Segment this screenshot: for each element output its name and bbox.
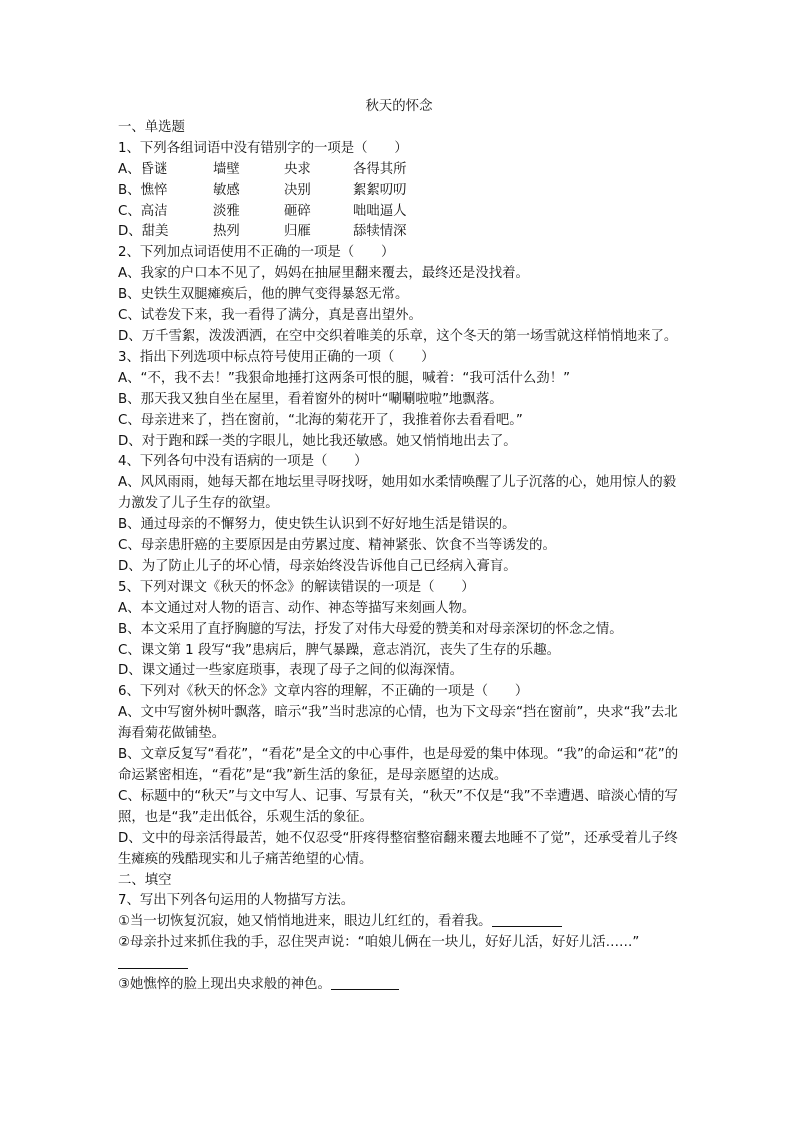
question-6-stem: 6、下列对《秋天的怀念》文章内容的理解，不正确的一项是（ ） [118,684,529,700]
question-1-stem: 1、下列各组词语中没有错别字的一项是（ ） [118,140,408,156]
option-word: B、憔悴 [118,182,168,198]
option-word: 热列 [213,224,240,240]
option-word: 舔犊情深 [353,224,407,240]
question-4-option-b: B、通过母亲的不懈努力，使史铁生认识到不好好地生活是错误的。 [118,517,516,533]
page-title: 秋天的怀念 [365,99,433,114]
answer-blank[interactable] [492,912,562,927]
option-word: 咄咄逼人 [353,203,407,219]
question-3-option-b: B、那天我又独自坐在屋里，看着窗外的树叶“唰唰啦啦”地飘落。 [118,391,503,407]
option-word: 砸碎 [284,203,311,219]
question-2-option-a: A、我家的户口本不见了，妈妈在抽屉里翻来覆去，最终还是没找着。 [118,266,529,282]
question-7-stem: 7、写出下列各句运用的人物描写方法。 [118,893,355,909]
option-word: 归雁 [284,224,311,240]
question-7-sentence-2-answer [118,954,680,975]
question-7-sentence-2: ②母亲扑过来抓住我的手，忍住哭声说：“咱娘儿俩在一块儿，好好儿活，好好儿活……” [118,935,640,951]
option-word: D、甜美 [118,224,169,240]
section-heading-fill-in: 二、填空 [118,872,172,888]
section-heading-single-choice: 一、单选题 [118,119,185,135]
answer-blank[interactable] [118,954,188,969]
option-word: 决别 [284,182,311,198]
question-3-option-c: C、母亲进来了，挡在窗前，“北海的菊花开了，我推着你去看看吧。” [118,412,523,428]
question-7-sentence-1 [118,912,680,933]
question-5-option-a: A、本文通过对人物的语言、动作、神态等描写来刻画人物。 [118,600,476,616]
sentence-text: ①当一切恢复沉寂，她又悄悄地进来，眼边儿红红的，看着我。 [118,914,492,930]
question-6-option-c: C、标题中的“秋天”与文中写人、记事、写景有关，“秋天”不仅是“我”不幸遭遇、暗淡心情的写照，也是“我”走出低谷，乐观生活的象征。 [118,788,678,825]
option-word: 各得其所 [353,161,407,177]
question-1-option-c [118,202,680,223]
question-3-option-a: A、“不，我不去！”我狠命地捶打这两条可恨的腿，喊着：“我可活什么劲！” [118,370,571,386]
question-2-stem: 2、下列加点词语使用不正确的一项是（ ） [118,245,395,261]
question-3-stem: 3、指出下列选项中标点符号使用正确的一项（ ） [118,349,435,365]
question-1-option-d [118,222,680,243]
question-5-option-c: C、课文第 1 段写“我”患病后，脾气暴躁，意志消沉，丧失了生存的乐趣。 [118,642,560,658]
question-5-option-d: D、课文通过一些家庭琐事，表现了母子之间的似海深情。 [118,663,464,679]
option-word: A、昏谜 [118,161,168,177]
question-6-option-b: B、文章反复写“看花”，“看花”是全文的中心事件，也是母爱的集中体现。“我”的命运和“花”的命运紧密相连，“看花”是“我”新生活的象征，是母亲愿望的达成。 [118,747,679,783]
question-2-option-b: B、史铁生双腿瘫痪后，他的脾气变得暴怒无常。 [118,287,409,303]
option-word: 央求 [284,161,311,177]
option-word: 淡雅 [213,203,240,219]
question-1-option-a [118,160,680,181]
question-3-option-d: D、对于跑和踩一类的字眼儿，她比我还敏感。她又悄悄地出去了。 [118,433,517,449]
question-7-sentence-3 [118,975,680,996]
question-5-option-b: B、本文采用了直抒胸臆的写法，抒发了对伟大母爱的赞美和对母亲深切的怀念之情。 [118,621,623,637]
question-4-option-a: A、风风雨雨，她每天都在地坛里寻呀找呀，她用如水柔情唤醒了儿子沉落的心，她用惊人的毅力激发了儿子生存的欲望。 [118,475,677,512]
answer-blank[interactable] [331,975,399,990]
option-word: 墙壁 [213,161,240,177]
option-word: 絮絮叨叨 [353,182,407,198]
question-5-stem: 5、下列对课文《秋天的怀念》的解读错误的一项是（ ） [118,579,475,595]
question-4-option-c: C、母亲患肝癌的主要原因是由劳累过度、精神紧张、饮食不当等诱发的。 [118,538,556,554]
sentence-text: ③她憔悴的脸上现出央求般的神色。 [118,977,331,993]
question-6-option-a: A、文中写窗外树叶飘落，暗示“我”当时悲凉的心情，也为下文母亲“挡在窗前”，央求“我”去北海看菊花做铺垫。 [118,705,678,742]
question-6-option-d: D、文中的母亲活得最苦，她不仅忍受“肝疼得整宿整宿翻来覆去地睡不了觉”，还承受着儿子终生瘫痪的残酷现实和儿子痛苦绝望的心情。 [118,830,678,867]
option-word: 敏感 [213,182,240,198]
question-4-stem: 4、下列各句中没有语病的一项是（ ） [118,454,368,470]
question-1-option-b [118,181,680,202]
question-2-option-d: D、万千雪絮，泼泼洒洒，在空中交织着唯美的乐章，这个冬天的第一场雪就这样悄悄地来了。 [118,328,678,344]
option-word: C、高洁 [118,203,168,219]
question-2-option-c: C、试卷发下来，我一看得了满分，真是喜出望外。 [118,308,422,324]
question-4-option-d: D、为了防止儿子的坏心情，母亲始终没告诉他自己已经病入膏肓。 [118,558,517,574]
